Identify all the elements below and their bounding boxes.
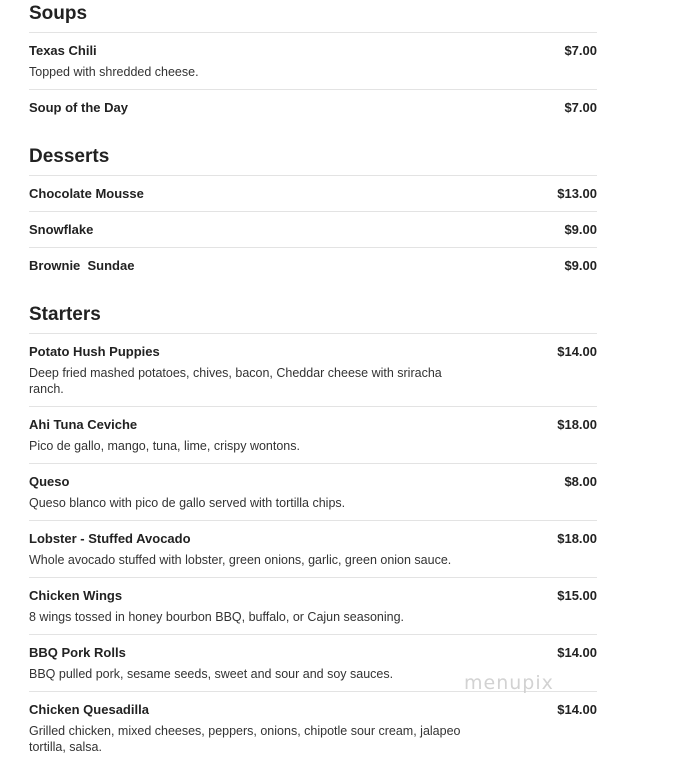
menu-item xyxy=(29,333,597,406)
item-price: $9.00 xyxy=(564,222,597,237)
item-description: Grilled chicken, mixed cheeses, peppers, onions, chipotle sour cream, jalapeo tortilla, salsa. xyxy=(29,724,461,754)
menu xyxy=(29,0,597,782)
menu-item xyxy=(29,89,597,125)
item-description: Topped with shredded cheese. xyxy=(29,65,199,79)
item-name: Brownie Sundae xyxy=(29,258,135,273)
watermark: menupix xyxy=(464,672,554,694)
item-price: $7.00 xyxy=(564,43,597,58)
item-price: $14.00 xyxy=(557,702,597,717)
item-name: Chocolate Mousse xyxy=(29,186,144,201)
menu-item xyxy=(29,211,597,247)
item-description: Whole avocado stuffed with lobster, green onions, garlic, green onion sauce. xyxy=(29,553,452,567)
item-description: Deep fried mashed potatoes, chives, bacon, Cheddar cheese with sriracha ranch. xyxy=(29,366,442,396)
item-name: Texas Chili xyxy=(29,43,97,58)
item-price: $13.00 xyxy=(557,186,597,201)
item-description: Pico de gallo, mango, tuna, lime, crispy wontons. xyxy=(29,439,300,453)
item-description: 8 wings tossed in honey bourbon BBQ, buffalo, or Cajun seasoning. xyxy=(29,610,405,624)
item-name: Chicken Quesadilla xyxy=(29,702,149,717)
item-price: $7.00 xyxy=(564,100,597,115)
item-name: Lobster - Stuffed Avocado xyxy=(29,531,191,546)
item-price: $14.00 xyxy=(557,344,597,359)
section-desserts xyxy=(29,143,597,283)
item-price: $15.00 xyxy=(557,588,597,603)
section-soups xyxy=(29,0,597,125)
section-title: Starters xyxy=(29,304,101,325)
item-description: BBQ pulled pork, sesame seeds, sweet and sour and soy sauces. xyxy=(29,667,394,681)
item-price: $18.00 xyxy=(557,531,597,546)
item-price: $8.00 xyxy=(564,474,597,489)
menu-item xyxy=(29,175,597,211)
item-price: $14.00 xyxy=(557,645,597,660)
item-name: Ahi Tuna Ceviche xyxy=(29,417,138,432)
menu-item xyxy=(29,691,597,764)
menu-item xyxy=(29,32,597,89)
item-name: Soup of the Day xyxy=(29,100,128,115)
item-name: Queso xyxy=(29,474,70,489)
item-price: $18.00 xyxy=(557,417,597,432)
menu-item xyxy=(29,463,597,520)
item-price: $9.00 xyxy=(564,258,597,273)
menu-item xyxy=(29,520,597,577)
section-title: Soups xyxy=(29,3,88,24)
item-description: Queso blanco with pico de gallo served with tortilla chips. xyxy=(29,496,346,510)
item-name: Snowflake xyxy=(29,222,94,237)
section-title: Desserts xyxy=(29,146,110,167)
menu-item xyxy=(29,247,597,283)
item-name: Potato Hush Puppies xyxy=(29,344,160,359)
item-name: BBQ Pork Rolls xyxy=(29,645,126,660)
section-starters xyxy=(29,301,597,764)
item-name: Chicken Wings xyxy=(29,588,123,603)
menu-item xyxy=(29,577,597,634)
menu-item xyxy=(29,406,597,463)
